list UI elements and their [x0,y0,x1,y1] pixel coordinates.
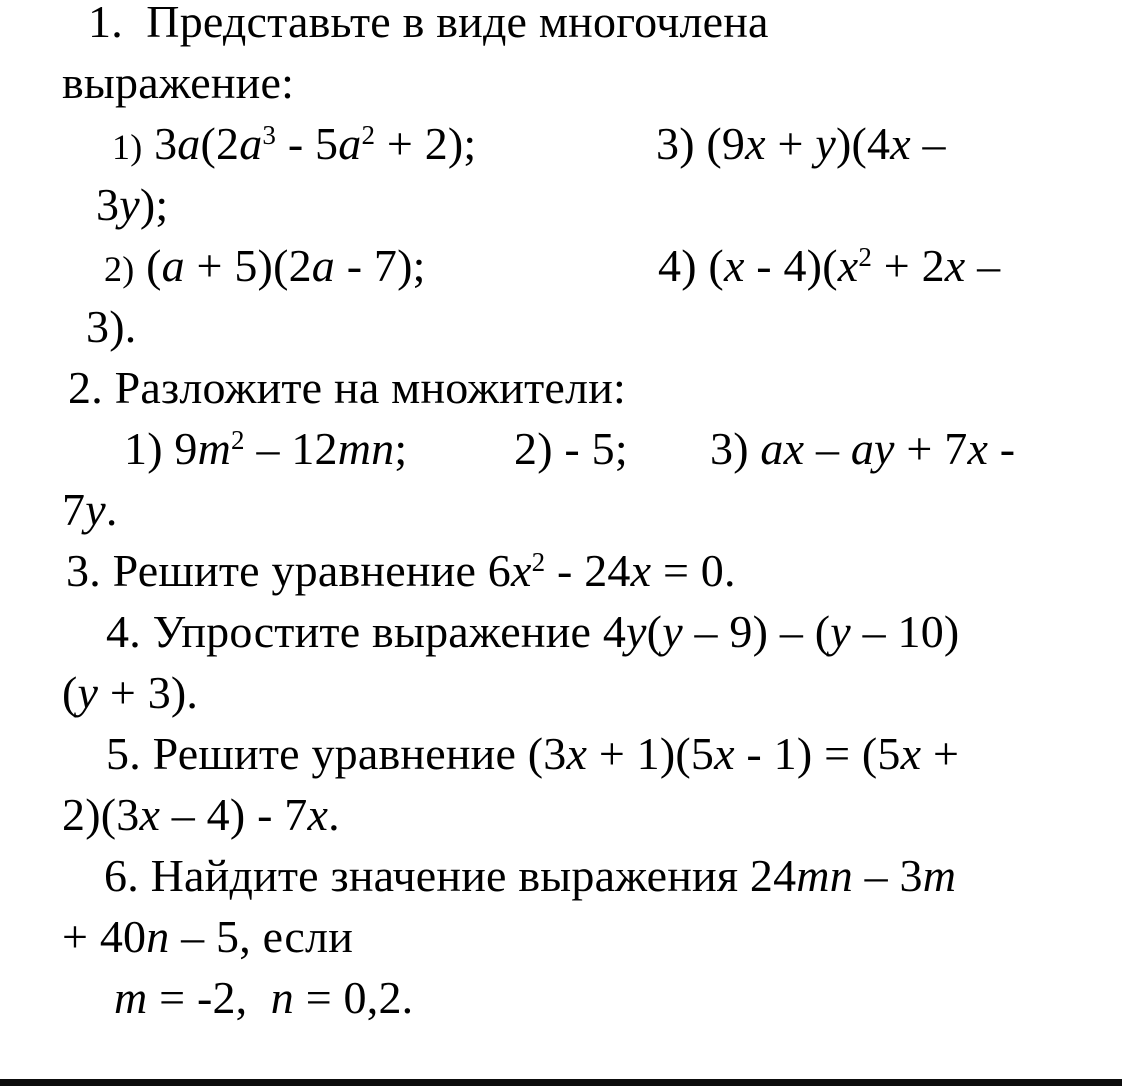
line-task3-line [0,540,1122,601]
line-task5-line-cont [0,784,1122,845]
line-task1-item4-cont [0,296,1122,357]
line-task1-heading-cont [0,52,1122,113]
line-task1-item3-cont [0,174,1122,235]
line-task1-items-row2 [0,235,1122,296]
line-task6-values [0,967,1122,1028]
line-task6-line-part-1: 6. Найдите значение выражения 24mn – 3m [104,850,957,901]
line-task2-item3-cont [0,479,1122,540]
line-task1-item3-cont-part-1: 3y); [96,179,169,230]
line-task1-items-row1 [0,113,1122,174]
line-task5-line-part-1: 5. Решите уравнение (3x + 1)(5x - 1) = (5x + [106,728,960,779]
line-task4-line [0,601,1122,662]
line-task6-line-cont [0,906,1122,967]
bottom-rule [0,1079,1122,1086]
line-task2-heading [0,357,1122,418]
line-task4-line-cont [0,662,1122,723]
line-task2-items-row-part-3: 3) ax – ay + 7x - [710,423,1016,474]
line-task4-line-cont-part-1: (y + 3). [62,667,199,718]
line-task2-items-row-part-2: 2) - 5; [514,423,628,474]
line-task1-item4-cont-part-1: 3). [86,301,137,352]
line-task1-items-row2-part-2: 4) $(x - 4)(x^2 + 2x$ – [658,240,1001,291]
line-task3-line-part-1: 3. Решите уравнение $6x^2 - 24x = 0$. [66,545,736,596]
line-task1-heading-cont-part-1: выражение: [62,57,295,108]
line-task6-values-part-1: m = -2, n = 0,2. [114,972,414,1023]
line-task2-items-row [0,418,1122,479]
line-task5-line [0,723,1122,784]
line-task1-items-row2-part-1: 2) (a + 5)(2a - 7); [104,240,426,291]
line-task6-line-cont-part-1: + 40n – 5, если [62,911,354,962]
line-task2-items-row-part-1: 1) $9m^2 - 12mn$; [124,423,408,474]
line-task2-item3-cont-part-1: 7y. [62,484,118,535]
line-task1-items-row1-part-1: 1) $3a(2a^3 - 5a^2 + 2)$; [112,118,477,169]
line-task1-items-row1-part-2: 3) (9x + y)(4x – [656,118,946,169]
line-task1-heading [0,0,1122,52]
line-task6-line [0,845,1122,906]
line-task2-heading-part-1: 2. Разложите на множители: [68,362,626,413]
line-task5-line-cont-part-1: 2)(3x – 4) - 7x. [62,789,340,840]
line-task4-line-part-1: 4. Упростите выражение 4y(y – 9) – (y – 10) [106,606,960,657]
line-task1-heading-part-1: 1. Представьте в виде многочлена [88,0,769,47]
